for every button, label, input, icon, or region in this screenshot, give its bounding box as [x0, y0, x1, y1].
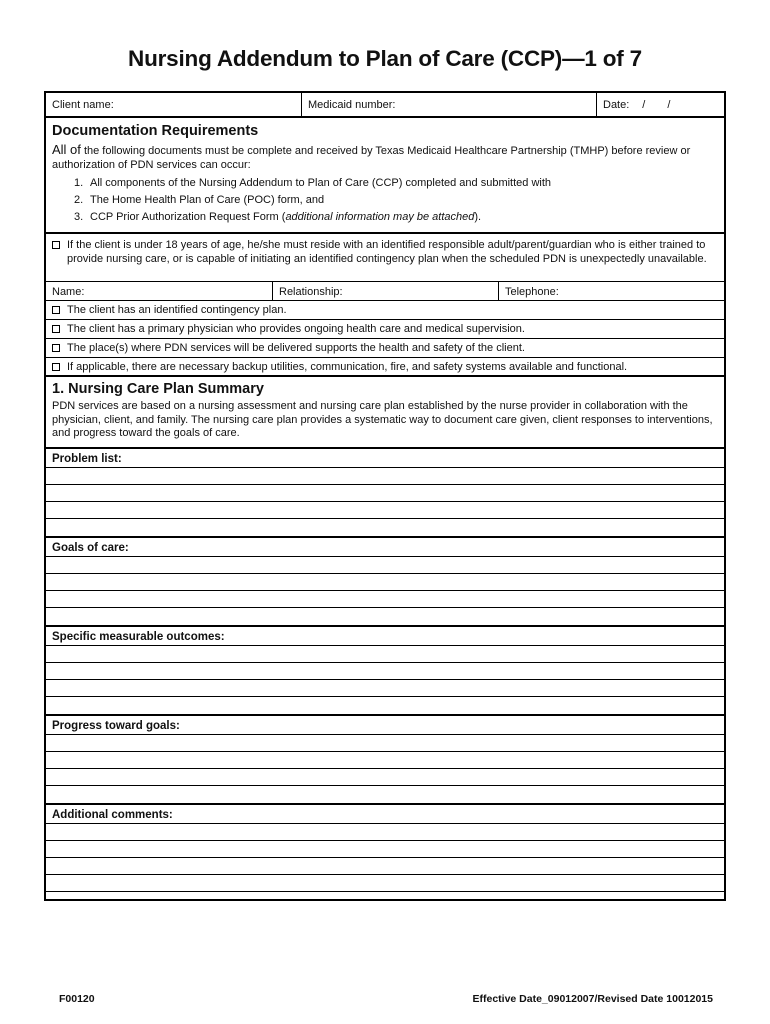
date-separator: / [642, 99, 646, 111]
write-line[interactable] [46, 591, 724, 608]
header-row [46, 93, 724, 118]
write-line[interactable] [46, 485, 724, 502]
progress-toward-goals-block [46, 716, 724, 805]
checklist-item: The place(s) where PDN services will be delivered supports the health and safety of the client. [46, 339, 724, 358]
medicaid-number-field[interactable] [302, 93, 597, 116]
additional-comments-block [46, 805, 724, 909]
write-line[interactable] [46, 858, 724, 875]
doc-req-intro-text: the following documents must be complete and received by Texas Medicaid Healthcare Partnership (TMHP) before review or authorization of PDN services can occur: [52, 145, 691, 171]
write-line[interactable] [46, 875, 724, 892]
nursing-addendum-form [44, 91, 726, 901]
doc-req-intro [52, 143, 718, 172]
contact-name-field[interactable] [46, 282, 273, 300]
write-line[interactable] [46, 663, 724, 680]
write-line[interactable] [46, 892, 724, 909]
doc-req-intro-lead: All of [52, 142, 81, 157]
relationship-field[interactable] [273, 282, 499, 300]
write-line[interactable] [46, 769, 724, 786]
summary-text: PDN services are based on a nursing assessment and nursing care plan established by the nurse provider in collaboration with the physician, client, and family. The nursing care plan provides a systematic way to document care given, client responses to interventions, and progress toward the goals of care. [52, 400, 713, 439]
effective-date: Effective Date_09012007/Revised Date 10012015 [472, 993, 713, 1005]
write-line[interactable] [46, 841, 724, 858]
medicaid-number-label: Medicaid number: [308, 99, 396, 111]
write-line[interactable] [46, 824, 724, 841]
minor-statement-text: If the client is under 18 years of age, he/she must reside with an identified responsible adult/parent/guardian who is either trained to provide nursing care, or is capable of initiating an identified contingency plan when the scheduled PDN is unexpectedly unavailable. [67, 239, 707, 265]
date-separator: / [667, 99, 671, 111]
write-line[interactable] [46, 502, 724, 519]
summary-title: 1. Nursing Care Plan Summary [52, 381, 264, 397]
checklist-item: The client has an identified contingency plan. [46, 301, 724, 320]
client-name-field[interactable] [46, 93, 302, 116]
telephone-field[interactable] [499, 282, 724, 300]
telephone-label: Telephone: [505, 286, 559, 298]
write-line[interactable] [46, 557, 724, 574]
date-field[interactable] [597, 93, 724, 116]
write-line[interactable] [46, 468, 724, 485]
minor-client-statement [46, 234, 724, 282]
form-number: F00120 [59, 993, 95, 1005]
write-line[interactable] [46, 735, 724, 752]
measurable-outcomes-block [46, 627, 724, 716]
list-item: 3. CCP Prior Authorization Request Form (additional information may be attached). [74, 211, 482, 223]
block-label: Problem list: [46, 449, 724, 468]
page-title: Nursing Addendum to Plan of Care (CCP)—1 of 7 [128, 46, 642, 71]
date-label: Date: [603, 99, 630, 111]
minor-checkbox[interactable] [52, 241, 60, 249]
block-label: Goals of care: [46, 538, 724, 557]
write-line[interactable] [46, 752, 724, 769]
goals-of-care-block [46, 538, 724, 627]
list-item: 2. The Home Health Plan of Care (POC) form, and [74, 194, 325, 206]
write-line[interactable] [46, 519, 724, 536]
write-line[interactable] [46, 697, 724, 714]
contact-name-label: Name: [52, 286, 85, 298]
documentation-requirements [46, 118, 724, 234]
relationship-label: Relationship: [279, 286, 343, 298]
care-plan-summary [46, 377, 724, 449]
checklist-item: If applicable, there are necessary backup utilities, communication, fire, and safety systems available and functional. [46, 358, 724, 377]
contact-row [46, 282, 724, 301]
block-label: Additional comments: [46, 805, 724, 824]
write-line[interactable] [46, 574, 724, 591]
write-line[interactable] [46, 680, 724, 697]
checkbox[interactable] [52, 325, 60, 333]
checklist-item: The client has a primary physician who provides ongoing health care and medical supervision. [46, 320, 724, 339]
block-label: Specific measurable outcomes: [46, 627, 724, 646]
checkbox[interactable] [52, 306, 60, 314]
checkbox[interactable] [52, 363, 60, 371]
doc-req-list [74, 175, 718, 226]
block-label: Progress toward goals: [46, 716, 724, 735]
doc-req-title: Documentation Requirements [52, 123, 259, 139]
write-line[interactable] [46, 646, 724, 663]
write-line[interactable] [46, 608, 724, 625]
list-item: 1. All components of the Nursing Addendum to Plan of Care (CCP) completed and submitted with [74, 177, 552, 189]
checkbox[interactable] [52, 344, 60, 352]
problem-list-block [46, 449, 724, 538]
client-name-label: Client name: [52, 99, 114, 111]
write-line[interactable] [46, 786, 724, 803]
